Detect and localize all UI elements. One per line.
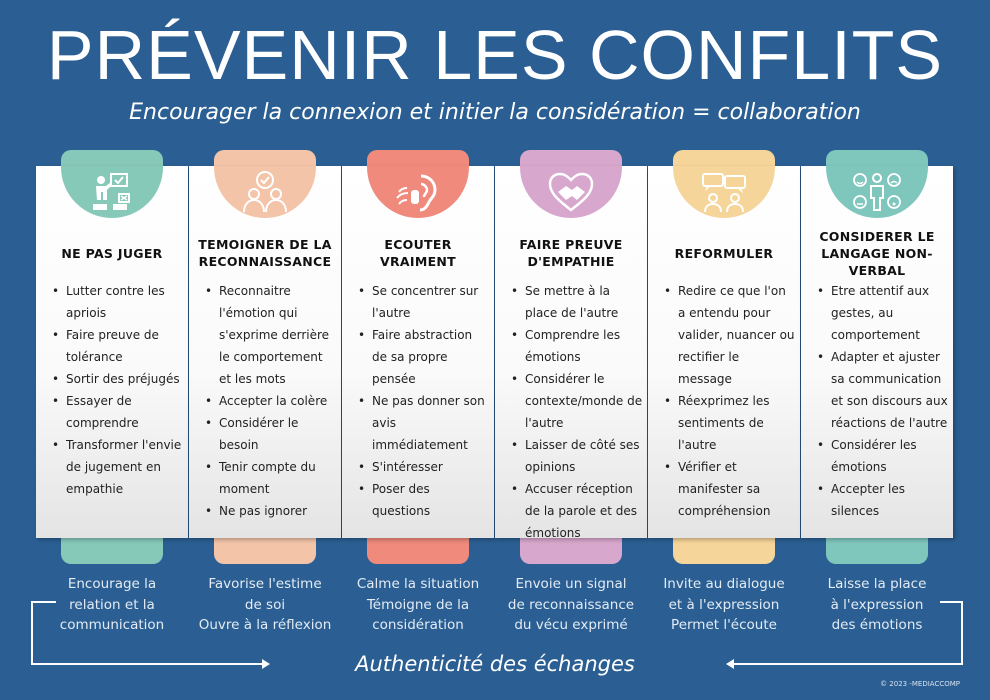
column-title: CONSIDERER LE LANGAGE NON-VERBAL [819,228,935,278]
list-item: • Reconnaitre l'émotion qui s'exprime derrière le comportement et les mots [195,280,337,390]
list-item: • Comprendre les émotions [501,324,643,368]
list-item: • S'intéresser [348,456,490,478]
list-item: • Laisser de côté ses opinions [501,434,643,478]
column-title: NE PAS JUGER [61,245,163,261]
column-title: FAIRE PREUVE D'EMPATHIE [519,237,623,269]
column-caption: Encourage la relation et la communication [59,576,165,633]
list-item: • Considérer le contexte/monde de l'autre [501,368,643,434]
copyright-credit: © 2023 -MEDIACCOMP [880,680,960,688]
list-item: • Considérer le besoin [195,412,337,456]
list-item: • Considérer les émotions [807,434,949,478]
footer-title: Authenticité des échanges [355,652,635,676]
list-item: • Se concentrer sur l'autre [348,280,490,324]
list-item: • Essayer de comprendre [42,390,184,434]
list-item: • Lutter contre les apriois [42,280,184,324]
column-caption: Envoie un signal de reconnaissance du vécu exprimé [507,576,635,633]
column-caption: Laisse la place à l'expression des émotions [827,576,927,633]
list-item: • Ne pas ignorer [195,500,337,522]
column-title: ECOUTER VRAIMENT [380,237,456,269]
list-item: • Réexprimez les sentiments de l'autre [654,390,796,456]
list-item: • Etre attentif aux gestes, au comportement [807,280,949,346]
list-item: • Accepter les silences [807,478,949,522]
list-item: • Vérifier et manifester sa compréhension [654,456,796,522]
list-item: • Adapter et ajuster sa communication et son discours aux réactions de l'autre [807,346,949,434]
list-item: • Ne pas donner son avis immédiatement [348,390,490,456]
column-title: TEMOIGNER DE LA RECONNAISSANCE [198,237,332,269]
list-item: • Se mettre à la place de l'autre [501,280,643,324]
list-item: • Faire abstraction de sa propre pensée [348,324,490,390]
column-title: REFORMULER [674,245,774,261]
list-item: • Faire preuve de tolérance [42,324,184,368]
list-item: • Tenir compte du moment [195,456,337,500]
list-item: • Transformer l'envie de jugement en empathie [42,434,184,500]
list-item: • Accuser réception de la parole et des émotions [501,478,643,544]
column-caption: Calme la situation Témoigne de la considération [356,576,480,633]
column-caption: Favorise l'estime de soi Ouvre à la réflexion [198,576,332,633]
column-caption: Invite au dialogue et à l'expression Permet l'écoute [663,576,785,633]
list-item: • Sortir des préjugés [42,368,184,390]
list-item: • Poser des questions [348,478,490,522]
page-subtitle: Encourager la connexion et initier la considération = collaboration [129,100,861,125]
list-item: • Accepter la colère [195,390,337,412]
page-title: PRÉVENIR LES CONFLITS [46,16,944,94]
list-item: • Redire ce que l'on a entendu pour valider, nuancer ou rectifier le message [654,280,796,390]
